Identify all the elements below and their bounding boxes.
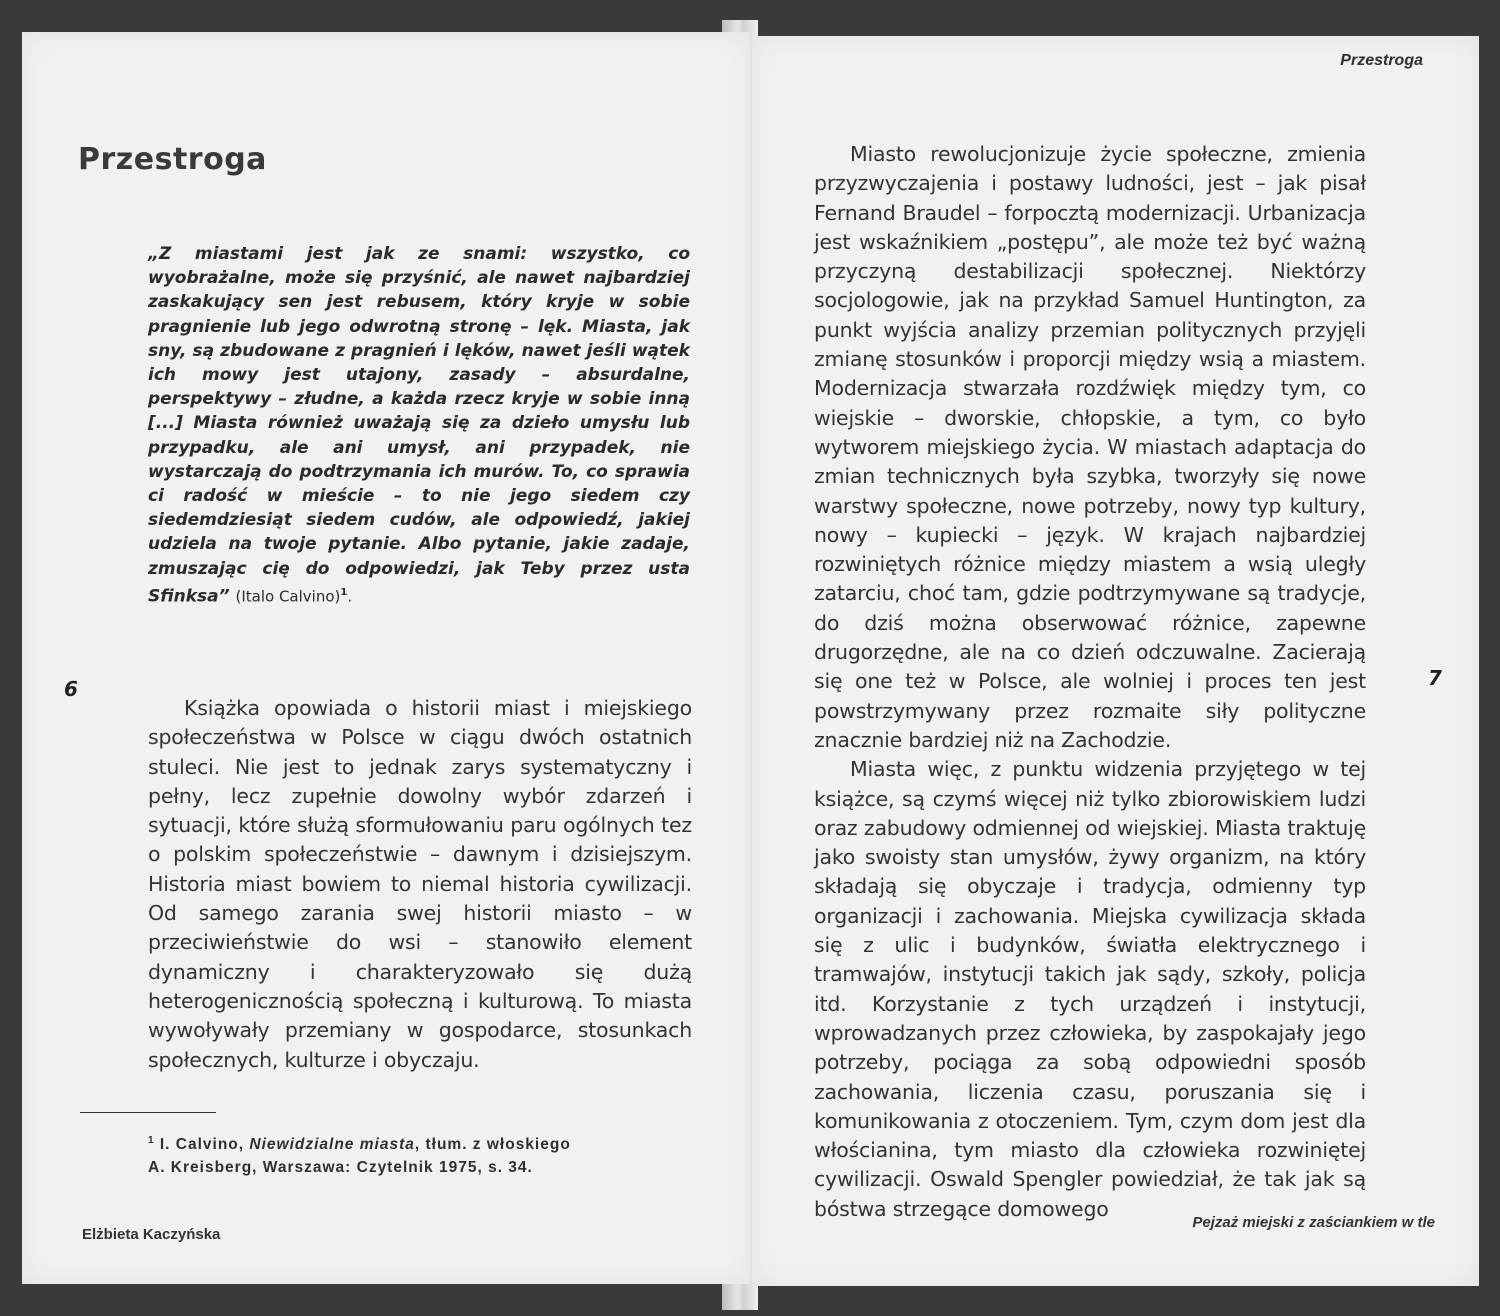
body-paragraph: Miasto rewolucjonizuje życie społeczne, zmienia przyzwyczajenia i postawy ludności, jest – jak pisał Fernand Braudel – forpocztą modernizacji. Urbanizacja jest wskaźnikiem „postępu”, ale może też być ważną przyczyną destabilizacji społecznej. Niektórzy socjologowie, jak na przykład Samuel Huntington, za punkt wyjścia analizy przemian politycznych przyjęli zmianę stosunków i proporcji między wsią a miastem. Modernizacja stwarzała rozdźwięk między tym, co wiejskie – dworskie, chłopskie, a tym, co było wytworem miejskiego życia. W miastach adaptacja do zmian technicznych była szybka, tworzyły się nowe warstwy społeczne, nowe potrzeby, nowy typ kultury, nowy – kupiecki – język. W krajach najbardziej rozwiniętych różnice między miastem a wsią uległy zatarciu, choć tam, gdzie podtrzymywane są tradycje, do dziś można obserwować różnice, zapewne drugorzędne, ale na co dzień odczuwalne. Zacierają się one też w Polsce, ale wolniej i proces ten jest powstrzymywany przez rozmaite siły polityczne znacznie bardziej niż na Zachodzie. xyxy=(814,142,1366,752)
right-page xyxy=(752,36,1479,1286)
footnote-author: I. Calvino, xyxy=(159,1136,245,1154)
body-paragraph: Książka opowiada o historii miast i miejskiego społeczeństwa w Polsce w ciągu dwóch ostatnich stuleci. Nie jest to jednak zarys systematyczny i pełny, lecz zupełnie dowolny wybór zdarzeń i sytuacji, które służą sformułowaniu paru ogólnych tez o polskim społeczeństwie – dawnym i dzisiejszym. Historia miast bowiem to niemal historia cywilizacji. Od samego zarania swej historii miasto – w przeciwieństwie do wsi – stanowiło element dynamiczny i charakteryzowało się dużą heterogenicznością społeczną i kulturową. To miasta wywoływały przemiany w gospodarce, stosunkach społecznych, kulturze i obyczaju. xyxy=(148,696,692,1072)
running-foot-author: Elżbieta Kaczyńska xyxy=(82,1226,221,1243)
footnote xyxy=(148,1129,708,1179)
chapter-title: Przestroga xyxy=(78,142,267,177)
epigraph xyxy=(148,242,690,609)
epigraph-text: „Z miastami jest jak ze snami: wszystko, co wyobrażalne, może się przyśnić, ale nawet najbardziej zaskakujący sen jest rebusem, który kryje w sobie pragnienie lub jego odwrotną stronę – lęk. Miasta, jak sny, są zbudowane z pragnień i lęków, nawet jeśli wątek ich mowy jest utajony, zasady – absurdalne, perspektywy – złudne, a każda rzecz kryje w sobie inną [...] Miasta również uważają się za dzieło umysłu lub przypadku, ale ani umysł, ani przypadek, nie wystarczają do podtrzymania ich murów. To, co sprawia ci radość w mieście – to nie jego siedem czy siedemdziesiąt siedem cudów, ale odpowiedź, jakiej udziela na twoje pytanie. Albo pytanie, jakie zadaje, zmuszając cię do odpowiedzi, jak Teby przez usta Sfinksa” xyxy=(148,244,690,607)
left-body xyxy=(148,694,692,1075)
footnote-mark: 1 xyxy=(148,1135,155,1146)
footnote-rest-line1: , tłum. z włoskiego xyxy=(414,1136,571,1154)
footnote-rule xyxy=(80,1112,216,1113)
epigraph-end: . xyxy=(347,587,353,606)
running-head: Przestroga xyxy=(1340,52,1423,69)
right-body xyxy=(814,140,1366,1224)
left-page xyxy=(22,32,750,1284)
running-foot-title: Pejzaż miejski z zaściankiem w tle xyxy=(1192,1214,1435,1231)
epigraph-footnote-mark: 1 xyxy=(340,586,348,598)
footnote-title: Niewidzialne miasta xyxy=(249,1136,415,1154)
page-number-left: 6 xyxy=(64,677,78,701)
body-paragraph: Miasta więc, z punktu widzenia przyjętego w tej książce, są czymś więcej niż tylko zbiorowiskiem ludzi oraz zabudowy odmiennej od wiejskiej. Miasta traktuję jako swoisty stan umysłów, żywy organizm, na który składają się obyczaje i tradycja, odmienny typ organizacji i zachowania. Miejska cywilizacja składa się z ulic i budynków, światła elektrycznego i tramwajów, instytucji takich jak sądy, szkoły, policja itd. Korzystanie z tych urządzeń i instytucji, wprowadzanych przez człowieka, by zaspokajały jego potrzeby, pociąga za sobą odpowiedni sposób zachowania, liczenia czasu, poruszania się i komunikowania z otoczeniem. Tym, czym dom jest dla włościanina, tym miasto dla człowieka rozwiniętej cywilizacji. Oswald Spengler powiedział, że tak jak są bóstwa strzegące domowego xyxy=(814,757,1366,1221)
footnote-rest-line2: A. Kreisberg, Warszawa: Czytelnik 1975, s. 34. xyxy=(148,1159,533,1177)
page-number-right: 7 xyxy=(1428,666,1442,690)
epigraph-attribution: (Italo Calvino) xyxy=(235,587,341,606)
